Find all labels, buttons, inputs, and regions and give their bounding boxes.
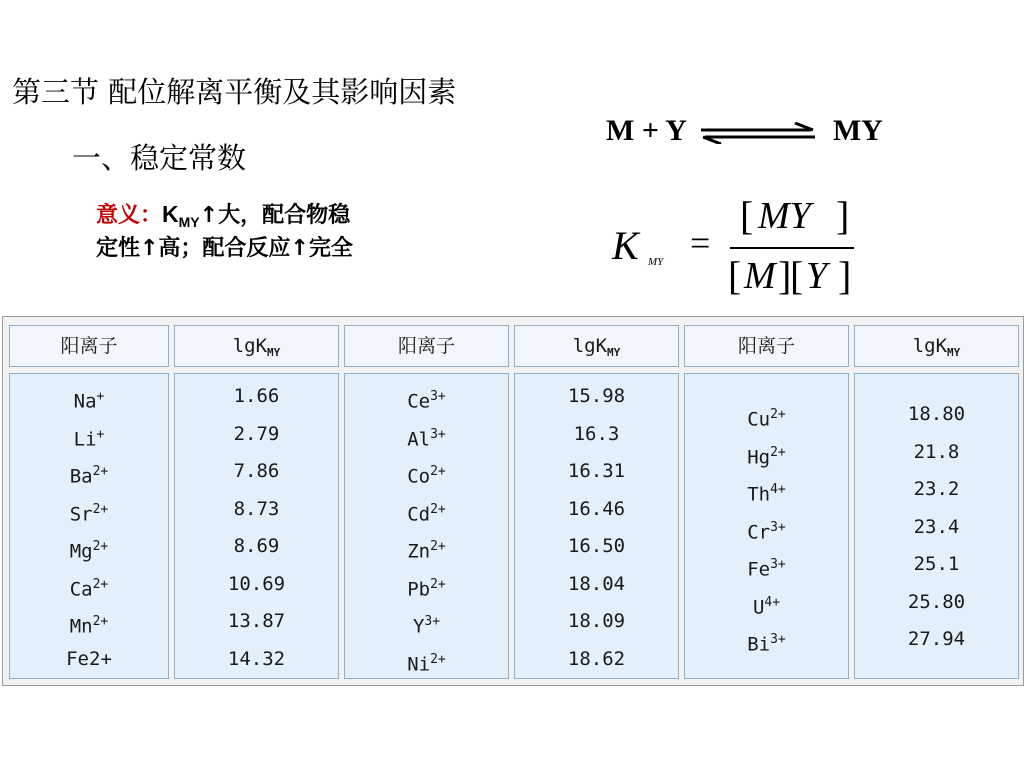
ion-cell: Na+ bbox=[73, 389, 105, 413]
ion-cell: $Ni^{2+}$ bbox=[407, 651, 446, 675]
stability-constant-formula bbox=[612, 192, 872, 302]
lgk-cell: 2.79 bbox=[233, 422, 280, 445]
bracket-close-icon: ] bbox=[836, 193, 850, 238]
lgk-column-3 bbox=[854, 373, 1019, 679]
lgk-cell: 13.87 bbox=[227, 610, 286, 632]
lgk-cell: 15.98 bbox=[567, 385, 626, 407]
formula-den-y: Y bbox=[806, 255, 828, 297]
lgk-cell: 25.80 bbox=[907, 590, 966, 613]
ion-cell: $Y^{3+}$ bbox=[412, 614, 441, 638]
ion-cell: Fe2+ bbox=[66, 647, 112, 670]
lgk-cell: 18.04 bbox=[567, 572, 626, 595]
lgk-cell: 27.94 bbox=[907, 628, 966, 650]
header-lgk-label: lgK bbox=[572, 335, 608, 357]
ion-cell: $Al^{3+}$ bbox=[407, 426, 446, 450]
ion-cell: $Co^{2+}$ bbox=[407, 464, 446, 488]
header-lgk-sub: MY bbox=[607, 346, 621, 359]
formula-numerator: MY bbox=[758, 195, 811, 237]
ion-cell: $Mg^{2+}$ bbox=[69, 539, 109, 563]
lgk-cell: 7.86 bbox=[233, 460, 280, 482]
ion-cell: $Ba^{2+}$ bbox=[69, 464, 109, 488]
formula-equals: = bbox=[690, 223, 711, 263]
ion-cell: $Mn^{2+}$ bbox=[69, 614, 109, 638]
bracket-open-icon: [ bbox=[790, 253, 804, 298]
formula-k: K bbox=[612, 223, 639, 268]
lgk-column-2 bbox=[514, 373, 679, 679]
lgk-cell: 25.1 bbox=[913, 553, 960, 575]
ion-cell: $Ce^{3+}$ bbox=[407, 389, 446, 413]
lgk-cell: 16.3 bbox=[573, 422, 620, 445]
section-title: 第三节 配位解离平衡及其影响因素 bbox=[12, 75, 457, 109]
bracket-close-icon: ] bbox=[838, 253, 852, 298]
lgk-cell: 23.2 bbox=[913, 478, 960, 500]
ion-column-2 bbox=[344, 373, 509, 679]
header-ion-3: 阳离子 bbox=[684, 325, 849, 367]
equilibrium-arrow-icon bbox=[699, 122, 819, 144]
header-lgk-label: lgK bbox=[912, 335, 948, 357]
header-ion-2: 阳离子 bbox=[344, 325, 509, 367]
reactants: M + Y bbox=[606, 114, 686, 147]
header-lgk-sub: MY bbox=[267, 346, 281, 359]
ion-cell: $Hg^{2+}$ bbox=[747, 444, 786, 468]
lgk-cell: 21.8 bbox=[913, 440, 960, 463]
bracket-open-icon: [ bbox=[728, 253, 742, 298]
meaning-label: 意义： bbox=[96, 203, 163, 228]
bracket-open-icon: [ bbox=[740, 193, 754, 238]
ion-cell: $Pb^{2+}$ bbox=[407, 576, 446, 600]
k-symbol: K bbox=[162, 201, 179, 227]
meaning-line2: 定性↑高；配合反应↑完全 bbox=[96, 236, 353, 261]
header-ion-1: 阳离子 bbox=[9, 325, 169, 367]
meaning-line1: ↑大，配合物稳 bbox=[199, 203, 351, 228]
ion-column-3 bbox=[684, 373, 849, 679]
lgk-column-1 bbox=[174, 373, 339, 679]
lgk-cell: 8.69 bbox=[233, 535, 280, 557]
stability-constant-table bbox=[2, 316, 1024, 686]
ion-cell: $Th^{4+}$ bbox=[747, 482, 786, 506]
bracket-close-icon: ] bbox=[778, 253, 792, 298]
lgk-cell: 23.4 bbox=[913, 515, 960, 538]
lgk-cell: 18.80 bbox=[907, 403, 966, 425]
formula-k-sub: MY bbox=[648, 256, 664, 268]
lgk-cell: 18.09 bbox=[567, 610, 626, 632]
lgk-cell: 16.31 bbox=[567, 460, 626, 482]
ion-cell: $Cu^{2+}$ bbox=[747, 407, 786, 431]
lgk-cell: 14.32 bbox=[227, 647, 286, 670]
lgk-cell: 18.62 bbox=[567, 647, 626, 670]
ion-column-1 bbox=[9, 373, 169, 679]
ion-cell: $Bi^{3+}$ bbox=[747, 632, 786, 656]
ion-cell: $Zn^{2+}$ bbox=[407, 539, 446, 563]
lgk-cell: 16.50 bbox=[567, 535, 626, 557]
ion-cell: $Sr^{2+}$ bbox=[69, 501, 109, 525]
ion-cell: $Ca^{2+}$ bbox=[69, 576, 109, 600]
ion-cell: Li+ bbox=[73, 426, 105, 450]
ion-cell: $Cd^{2+}$ bbox=[407, 501, 446, 525]
header-lgk-2 bbox=[514, 325, 679, 367]
meaning-text bbox=[96, 198, 353, 265]
lgk-cell: 16.46 bbox=[567, 497, 626, 520]
lgk-cell: 8.73 bbox=[233, 497, 280, 520]
lgk-cell: 10.69 bbox=[227, 572, 286, 595]
ion-cell: $Cr^{3+}$ bbox=[747, 519, 786, 543]
header-lgk-3 bbox=[854, 325, 1019, 367]
subsection-title: 一、稳定常数 bbox=[72, 141, 247, 175]
fraction-bar bbox=[730, 247, 854, 249]
header-lgk-sub: MY bbox=[947, 346, 961, 359]
header-lgk-1 bbox=[174, 325, 339, 367]
header-lgk-label: lgK bbox=[232, 335, 268, 357]
ion-cell: $U^{4+}$ bbox=[752, 594, 781, 618]
ion-cell: $Fe^{3+}$ bbox=[747, 557, 786, 581]
k-subscript: MY bbox=[178, 214, 200, 230]
reaction-equation bbox=[606, 114, 883, 148]
product: MY bbox=[832, 114, 883, 147]
formula-den-m: M bbox=[744, 255, 776, 297]
lgk-cell: 1.66 bbox=[233, 385, 280, 407]
